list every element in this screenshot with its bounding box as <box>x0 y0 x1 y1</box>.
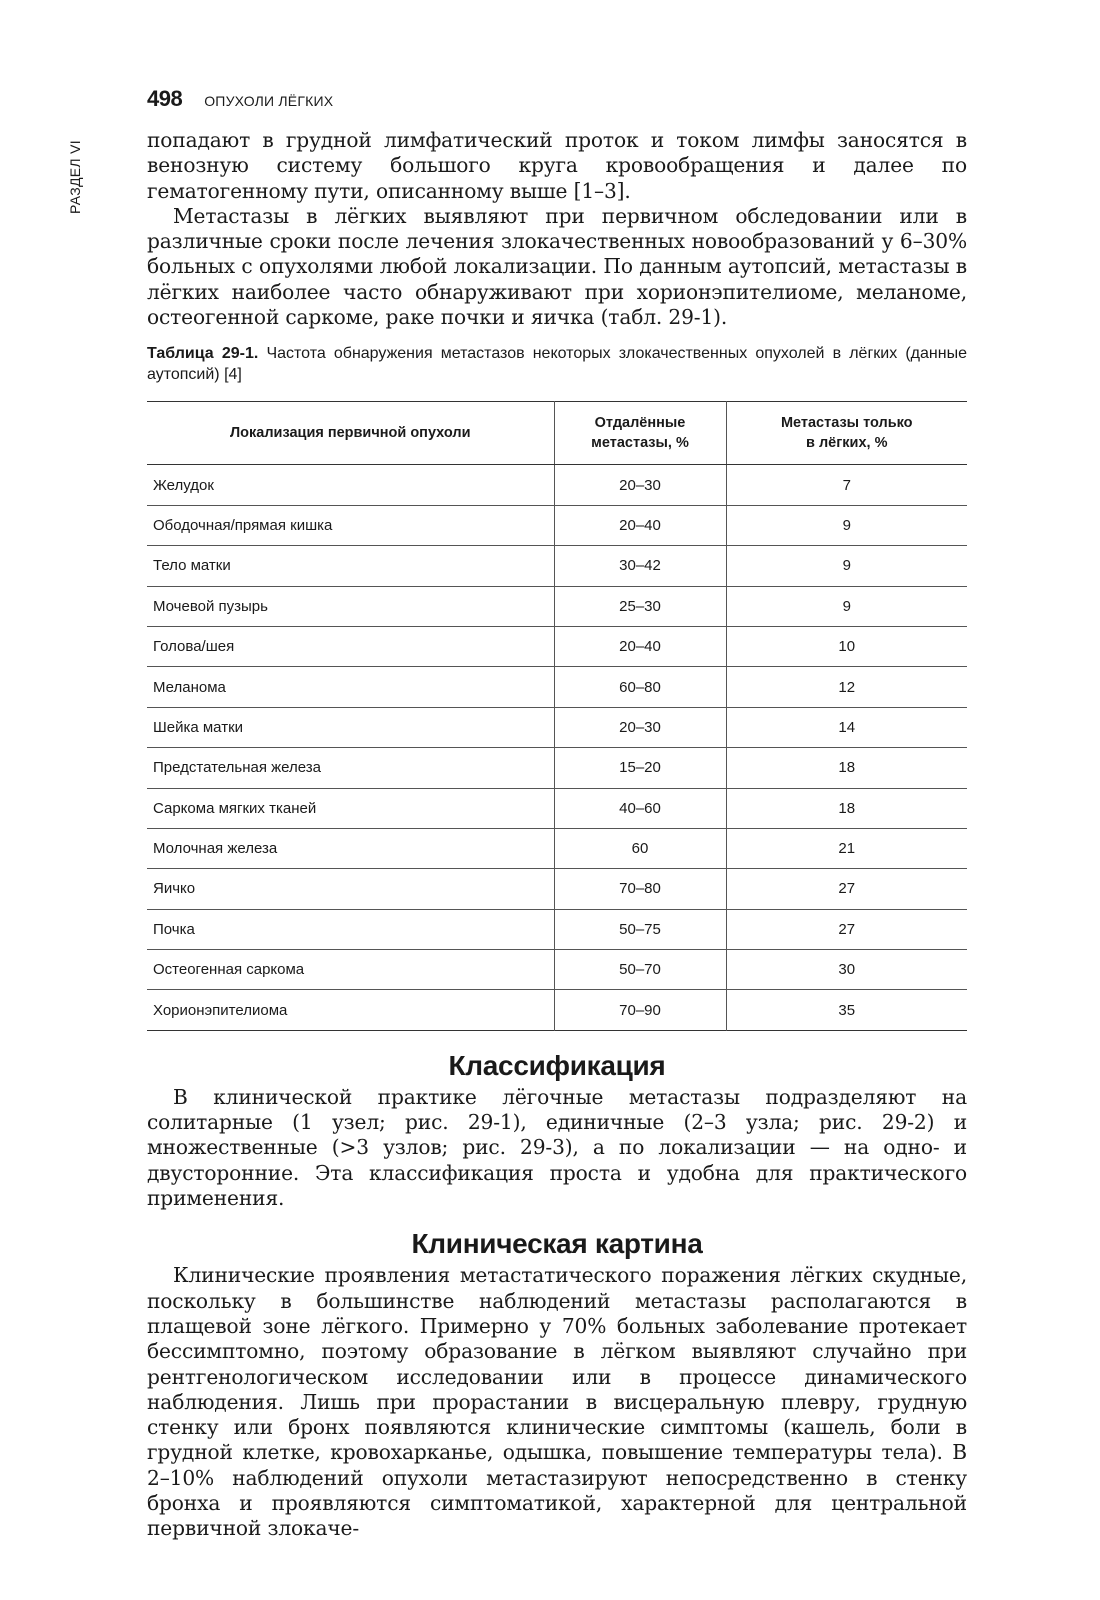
cell-distant: 70–90 <box>554 990 726 1030</box>
cell-distant: 20–40 <box>554 505 726 545</box>
classification-heading: Классификация <box>448 1049 666 1081</box>
intro-paragraph-2: Метастазы в лёгких выявляют при первичном обследовании или в различные сроки после лечения злокачественных новообразований у 6–30% больных с опухолями любой локализации. По данным аутопсий, метастазы в лёгких наиболее часто обнаруживают при хорионэпителиоме, меланоме, остеогенной саркоме, раке почки и яичка (табл. 29-1). <box>147 203 967 330</box>
table-caption-label: Таблица 29-1. <box>147 345 259 363</box>
classification-paragraph: В клинической практике лёгочные метастазы подразделяют на солитарные (1 узел; рис. 29-1), единичные (2–3 узла; рис. 29-2) и множественные (>3 узлов; рис. 29-3), а по локализации — на одно- и двусторонние. Эта классификация проста и удобна для практического применения. <box>147 1084 967 1211</box>
cell-lung: 27 <box>726 869 967 909</box>
cell-site: Хорионэпителиома <box>147 990 554 1030</box>
running-head-section: ОПУХОЛИ ЛЁГКИХ <box>204 93 334 109</box>
table-row <box>147 707 967 747</box>
table-row <box>147 546 967 586</box>
cell-distant: 60 <box>554 828 726 868</box>
cell-site: Шейка матки <box>147 707 554 747</box>
cell-distant: 25–30 <box>554 586 726 626</box>
table-row <box>147 950 967 990</box>
cell-lung: 9 <box>726 546 967 586</box>
cell-lung: 21 <box>726 828 967 868</box>
cell-lung: 9 <box>726 505 967 545</box>
table-row <box>147 748 967 788</box>
cell-site: Почка <box>147 909 554 949</box>
cell-lung: 30 <box>726 950 967 990</box>
cell-lung: 12 <box>726 667 967 707</box>
table-caption-text: Частота обнаружения метастазов некоторых злокачественных опухолей в лёгких (данные аутопсий) [4] <box>147 345 967 384</box>
table-caption <box>147 343 967 385</box>
table-row <box>147 909 967 949</box>
clinical-picture-paragraph: Клинические проявления метастатического поражения лёгких скудные, поскольку в большинстве наблюдений метастазы располагаются в плащевой зоне лёгкого. Примерно у 70% больных заболевание протекает бессимптомно, поэтому образование в лёгком выявляют случайно при рентгенологическом исследовании или в процессе динамического наблюдения. Лишь при прорастании в висцеральную плевру, грудную стенку или бронх появляются клинические симптомы (кашель, боли в грудной клетке, кровохарканье, одышка, повышение температуры тела). В 2–10% наблюдений опухоли метастазируют непосредственно в стенку бронха и проявляются симптоматикой, характерной для центральной первичной злокаче- <box>147 1263 967 1541</box>
cell-site: Желудок <box>153 476 214 494</box>
cell-site: Предстательная железа <box>147 748 554 788</box>
table-row <box>147 788 967 828</box>
table-row <box>147 667 967 707</box>
header-distant-metastases: Отдалённые метастазы, % <box>554 402 726 465</box>
cell-lung: 18 <box>726 788 967 828</box>
cell-lung: 10 <box>726 626 967 666</box>
cell-site: Голова/шея <box>147 626 554 666</box>
cell-site: Ободочная/прямая кишка <box>147 505 554 545</box>
clinical-picture-heading: Клиническая картина <box>411 1228 703 1260</box>
intro-paragraph-1: попадают в грудной лимфатический проток и током лимфы заносятся в венозную систему большого круга кровообращения и далее по гематогенному пути, описанному выше [1–3]. <box>147 128 967 203</box>
header-lung-only-metastases: Метастазы только в лёгких, % <box>726 402 967 465</box>
cell-lung: 14 <box>726 707 967 747</box>
table-row <box>147 586 967 626</box>
cell-distant: 20–40 <box>554 626 726 666</box>
cell-lung: 18 <box>726 748 967 788</box>
running-head <box>147 86 967 116</box>
cell-distant: 60–80 <box>554 667 726 707</box>
cell-distant: 70–80 <box>554 869 726 909</box>
cell-lung: 7 <box>726 465 967 505</box>
cell-site: Молочная железа <box>147 828 554 868</box>
table-row <box>147 990 967 1030</box>
page-number: 498 <box>147 86 183 111</box>
metastasis-table <box>147 401 967 1030</box>
cell-site: Остеогенная саркома <box>147 950 554 990</box>
cell-site: Саркома мягких тканей <box>147 788 554 828</box>
cell-site: Тело матки <box>147 546 554 586</box>
cell-distant: 40–60 <box>554 788 726 828</box>
table-header-row <box>147 402 967 465</box>
page-content <box>147 128 967 1542</box>
cell-distant: 30–42 <box>554 546 726 586</box>
cell-distant: 50–75 <box>554 909 726 949</box>
cell-site: Мочевой пузырь <box>147 586 554 626</box>
cell-lung: 35 <box>726 990 967 1030</box>
cell-distant: 50–70 <box>554 950 726 990</box>
header-primary-site: Локализация первичной опухоли <box>147 402 554 465</box>
cell-distant: 20–30 <box>554 465 726 505</box>
table-row <box>147 465 967 505</box>
cell-lung: 27 <box>726 909 967 949</box>
cell-lung: 9 <box>726 586 967 626</box>
cell-site: Меланома <box>147 667 554 707</box>
table-row <box>147 828 967 868</box>
cell-distant: 20–30 <box>554 707 726 747</box>
table-row <box>147 626 967 666</box>
cell-site: Яичко <box>147 869 554 909</box>
table-row <box>147 869 967 909</box>
table-row <box>147 505 967 545</box>
cell-distant: 15–20 <box>554 748 726 788</box>
section-side-label: РАЗДЕЛ VI <box>67 140 83 214</box>
